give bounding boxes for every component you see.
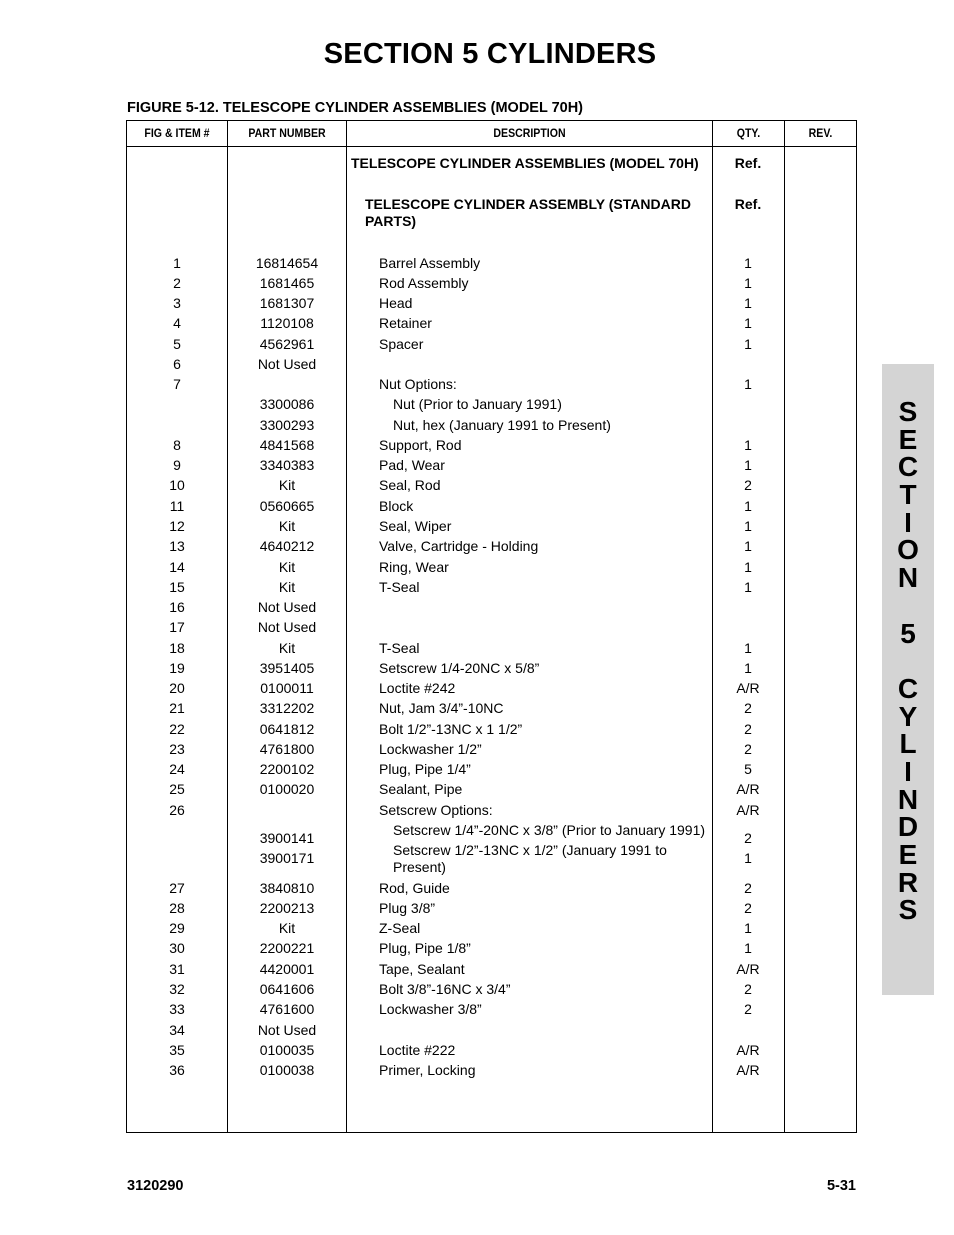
quantity: 1 bbox=[744, 660, 752, 676]
item-number: 12 bbox=[169, 518, 185, 534]
part-number: 4562961 bbox=[259, 336, 315, 352]
quantity: A/R bbox=[736, 1062, 760, 1078]
description: Retainer bbox=[379, 315, 432, 331]
part-number: 4761600 bbox=[259, 1001, 315, 1017]
description: TELESCOPE CYLINDER ASSEMBLIES (MODEL 70H) bbox=[351, 155, 699, 171]
side-tab-letter: Y bbox=[898, 700, 918, 732]
quantity: 2 bbox=[744, 981, 752, 997]
quantity: 1 bbox=[744, 559, 752, 575]
description: Nut, hex (January 1991 to Present) bbox=[393, 417, 611, 433]
item-number: 34 bbox=[169, 1022, 185, 1038]
column-divider bbox=[346, 121, 347, 1132]
part-number: 1681465 bbox=[259, 275, 315, 291]
part-number: 3340383 bbox=[259, 457, 315, 473]
item-number: 26 bbox=[169, 802, 185, 818]
side-tab-letter: O bbox=[897, 534, 919, 566]
quantity: 2 bbox=[744, 880, 752, 896]
part-number: 4841568 bbox=[259, 437, 315, 453]
quantity: 1 bbox=[744, 940, 752, 956]
quantity: 2 bbox=[744, 477, 752, 493]
part-number: 0560665 bbox=[259, 498, 315, 514]
header-divider bbox=[127, 146, 856, 147]
part-number: 3840810 bbox=[259, 880, 315, 896]
item-number: 7 bbox=[173, 376, 181, 392]
item-number: 4 bbox=[173, 315, 181, 331]
part-number: Not Used bbox=[257, 356, 317, 372]
part-number: 16814654 bbox=[255, 255, 319, 271]
description: Block bbox=[379, 498, 414, 514]
item-number: 19 bbox=[169, 660, 185, 676]
quantity: A/R bbox=[736, 802, 760, 818]
part-number: 2200221 bbox=[259, 940, 315, 956]
item-number: 9 bbox=[173, 457, 181, 473]
part-number: 4420001 bbox=[259, 961, 315, 977]
part-number: Kit bbox=[278, 579, 296, 595]
item-number: 30 bbox=[169, 940, 185, 956]
quantity: 2 bbox=[744, 900, 752, 916]
part-number: 1681307 bbox=[259, 295, 315, 311]
description: Z-Seal bbox=[379, 920, 421, 936]
description: TELESCOPE CYLINDER ASSEMBLY (STANDARD PARTS) bbox=[365, 196, 691, 229]
side-tab-letter: N bbox=[897, 783, 919, 815]
description: Ring, Wear bbox=[379, 559, 449, 575]
item-number: 24 bbox=[169, 761, 185, 777]
part-number: 3300086 bbox=[259, 396, 315, 412]
item-number: 33 bbox=[169, 1001, 185, 1017]
part-number: 0641606 bbox=[259, 981, 315, 997]
quantity: A/R bbox=[736, 1042, 760, 1058]
side-tab-letter: E bbox=[898, 423, 918, 455]
quantity: 2 bbox=[744, 721, 752, 737]
description: Barrel Assembly bbox=[379, 255, 481, 271]
figure-title: FIGURE 5-12. TELESCOPE CYLINDER ASSEMBLIES (MODEL 70H) bbox=[127, 100, 584, 116]
item-number: 18 bbox=[169, 640, 185, 656]
part-number: Kit bbox=[278, 559, 296, 575]
side-tab-letter: C bbox=[897, 451, 919, 483]
part-number: 0100020 bbox=[259, 781, 315, 797]
section-title: SECTION 5 CYLINDERS bbox=[323, 38, 657, 70]
quantity: 1 bbox=[744, 457, 752, 473]
side-tab-letter: T bbox=[899, 479, 917, 511]
description: Valve, Cartridge - Holding bbox=[379, 538, 539, 554]
side-tab-letter: R bbox=[897, 866, 919, 898]
item-number: 29 bbox=[169, 920, 185, 936]
item-number: 16 bbox=[169, 599, 185, 615]
part-number: 0100011 bbox=[260, 680, 314, 696]
item-number: 8 bbox=[173, 437, 181, 453]
description: Support, Rod bbox=[379, 437, 462, 453]
description: Setscrew 1/4-20NC x 5/8” bbox=[379, 660, 540, 676]
item-number: 2 bbox=[173, 275, 181, 291]
item-number: 31 bbox=[169, 961, 185, 977]
part-number: Kit bbox=[278, 920, 296, 936]
part-number: Kit bbox=[278, 518, 296, 534]
parts-table bbox=[126, 120, 857, 1133]
description: Seal, Wiper bbox=[379, 518, 452, 534]
header-rev: REV. bbox=[808, 126, 833, 140]
part-number: 4761800 bbox=[259, 741, 315, 757]
quantity: 1 bbox=[744, 579, 752, 595]
description: Setscrew 1/4”-20NC x 3/8” (Prior to January 1991) bbox=[393, 822, 706, 838]
part-number: 3300293 bbox=[259, 417, 315, 433]
description: Lockwasher 3/8” bbox=[379, 1001, 482, 1017]
description: Tape, Sealant bbox=[379, 961, 465, 977]
quantity: 1 bbox=[744, 850, 752, 866]
description: Loctite #222 bbox=[379, 1042, 456, 1058]
side-tab-letter: E bbox=[898, 839, 918, 870]
description: Sealant, Pipe bbox=[379, 781, 463, 797]
header-fig-item: FIG & ITEM # bbox=[144, 126, 210, 140]
quantity: 1 bbox=[744, 538, 752, 554]
part-number: 3951405 bbox=[259, 660, 315, 676]
description: Loctite #242 bbox=[379, 680, 456, 696]
part-number: Not Used bbox=[257, 599, 317, 615]
description: Seal, Rod bbox=[379, 477, 441, 493]
header-description: DESCRIPTION bbox=[493, 126, 566, 140]
description: Nut, Jam 3/4”-10NC bbox=[379, 700, 504, 716]
description: Plug, Pipe 1/8” bbox=[379, 940, 471, 956]
quantity: 2 bbox=[744, 700, 752, 716]
item-number: 15 bbox=[169, 579, 185, 595]
side-tab-letter: N bbox=[897, 562, 919, 594]
item-number: 1 bbox=[173, 255, 181, 271]
side-tab-letter: I bbox=[904, 506, 912, 538]
side-tab-letter: L bbox=[899, 728, 917, 760]
side-tab-letter: S bbox=[898, 894, 918, 926]
description: Pad, Wear bbox=[379, 457, 445, 473]
part-number: Kit bbox=[278, 640, 296, 656]
side-tab-letter: D bbox=[897, 811, 919, 843]
document-number: 3120290 bbox=[127, 1178, 184, 1194]
description: Rod, Guide bbox=[379, 880, 450, 896]
quantity: 2 bbox=[744, 1001, 752, 1017]
item-number: 32 bbox=[169, 981, 185, 997]
item-number: 17 bbox=[169, 619, 185, 635]
item-number: 25 bbox=[169, 781, 185, 797]
description: Setscrew 1/2”-13NC x 1/2” (January 1991 to Present) bbox=[393, 842, 667, 875]
quantity: 1 bbox=[744, 437, 752, 453]
item-number: 13 bbox=[169, 538, 185, 554]
description: T-Seal bbox=[379, 640, 420, 656]
side-tab-letter: I bbox=[904, 755, 912, 787]
quantity: 5 bbox=[744, 761, 752, 777]
description: Primer, Locking bbox=[379, 1062, 476, 1078]
quantity: 1 bbox=[744, 920, 752, 936]
item-number: 20 bbox=[169, 680, 185, 696]
part-number: 4640212 bbox=[259, 538, 315, 554]
description: Plug 3/8” bbox=[379, 900, 436, 916]
quantity: 1 bbox=[744, 336, 752, 352]
page-number: 5-31 bbox=[826, 1178, 856, 1194]
item-number: 3 bbox=[173, 295, 181, 311]
description: Nut Options: bbox=[379, 376, 457, 392]
side-tab-letter: C bbox=[897, 672, 919, 704]
part-number: 2200102 bbox=[259, 761, 315, 777]
description: Head bbox=[379, 295, 413, 311]
item-number: 14 bbox=[169, 559, 185, 575]
item-number: 27 bbox=[169, 880, 185, 896]
quantity: Ref. bbox=[734, 155, 762, 171]
quantity: 1 bbox=[744, 518, 752, 534]
part-number: 0100038 bbox=[259, 1062, 315, 1078]
description: Bolt 1/2”-13NC x 1 1/2” bbox=[379, 721, 523, 737]
item-number: 35 bbox=[169, 1042, 185, 1058]
part-number: Kit bbox=[278, 477, 296, 493]
item-number: 22 bbox=[169, 721, 185, 737]
side-tab-letter: S bbox=[898, 396, 918, 427]
column-divider bbox=[784, 121, 785, 1132]
quantity: 1 bbox=[744, 640, 752, 656]
quantity: 2 bbox=[744, 741, 752, 757]
header-qty: QTY. bbox=[736, 126, 761, 140]
item-number: 5 bbox=[173, 336, 181, 352]
part-number: 2200213 bbox=[259, 900, 315, 916]
item-number: 23 bbox=[169, 741, 185, 757]
section-side-tab bbox=[882, 364, 934, 995]
description: T-Seal bbox=[379, 579, 420, 595]
side-tab-letter: 5 bbox=[900, 617, 916, 649]
item-number: 28 bbox=[169, 900, 185, 916]
side-tab-label bbox=[882, 364, 934, 924]
quantity: 2 bbox=[744, 830, 752, 846]
quantity: A/R bbox=[736, 680, 760, 696]
part-number: 0641812 bbox=[259, 721, 315, 737]
side-tab-gap bbox=[882, 592, 934, 620]
description: Lockwasher 1/2” bbox=[379, 741, 482, 757]
item-number: 10 bbox=[169, 477, 185, 493]
item-number: 11 bbox=[169, 498, 185, 514]
quantity: 1 bbox=[744, 275, 752, 291]
part-number: 3900141 bbox=[259, 830, 315, 846]
quantity: A/R bbox=[736, 961, 760, 977]
part-number: Not Used bbox=[257, 619, 317, 635]
part-number: 3312202 bbox=[259, 700, 315, 716]
quantity: Ref. bbox=[734, 196, 762, 212]
item-number: 21 bbox=[169, 700, 185, 716]
description: Setscrew Options: bbox=[379, 802, 493, 818]
quantity: 1 bbox=[744, 315, 752, 331]
quantity: 1 bbox=[744, 376, 752, 392]
side-tab-gap bbox=[882, 647, 934, 675]
part-number: 3900171 bbox=[259, 850, 315, 866]
part-number: 0100035 bbox=[259, 1042, 315, 1058]
item-number: 6 bbox=[173, 356, 181, 372]
quantity: A/R bbox=[736, 781, 760, 797]
description: Nut (Prior to January 1991) bbox=[393, 396, 562, 412]
quantity: 1 bbox=[744, 255, 752, 271]
quantity: 1 bbox=[744, 498, 752, 514]
item-number: 36 bbox=[169, 1062, 185, 1078]
description: Rod Assembly bbox=[379, 275, 469, 291]
part-number: Not Used bbox=[257, 1022, 317, 1038]
part-number: 1120108 bbox=[260, 315, 314, 331]
description: Plug, Pipe 1/4” bbox=[379, 761, 471, 777]
quantity: 1 bbox=[744, 295, 752, 311]
description: Spacer bbox=[379, 336, 424, 352]
description: Bolt 3/8”-16NC x 3/4” bbox=[379, 981, 511, 997]
header-part-number: PART NUMBER bbox=[248, 126, 326, 140]
